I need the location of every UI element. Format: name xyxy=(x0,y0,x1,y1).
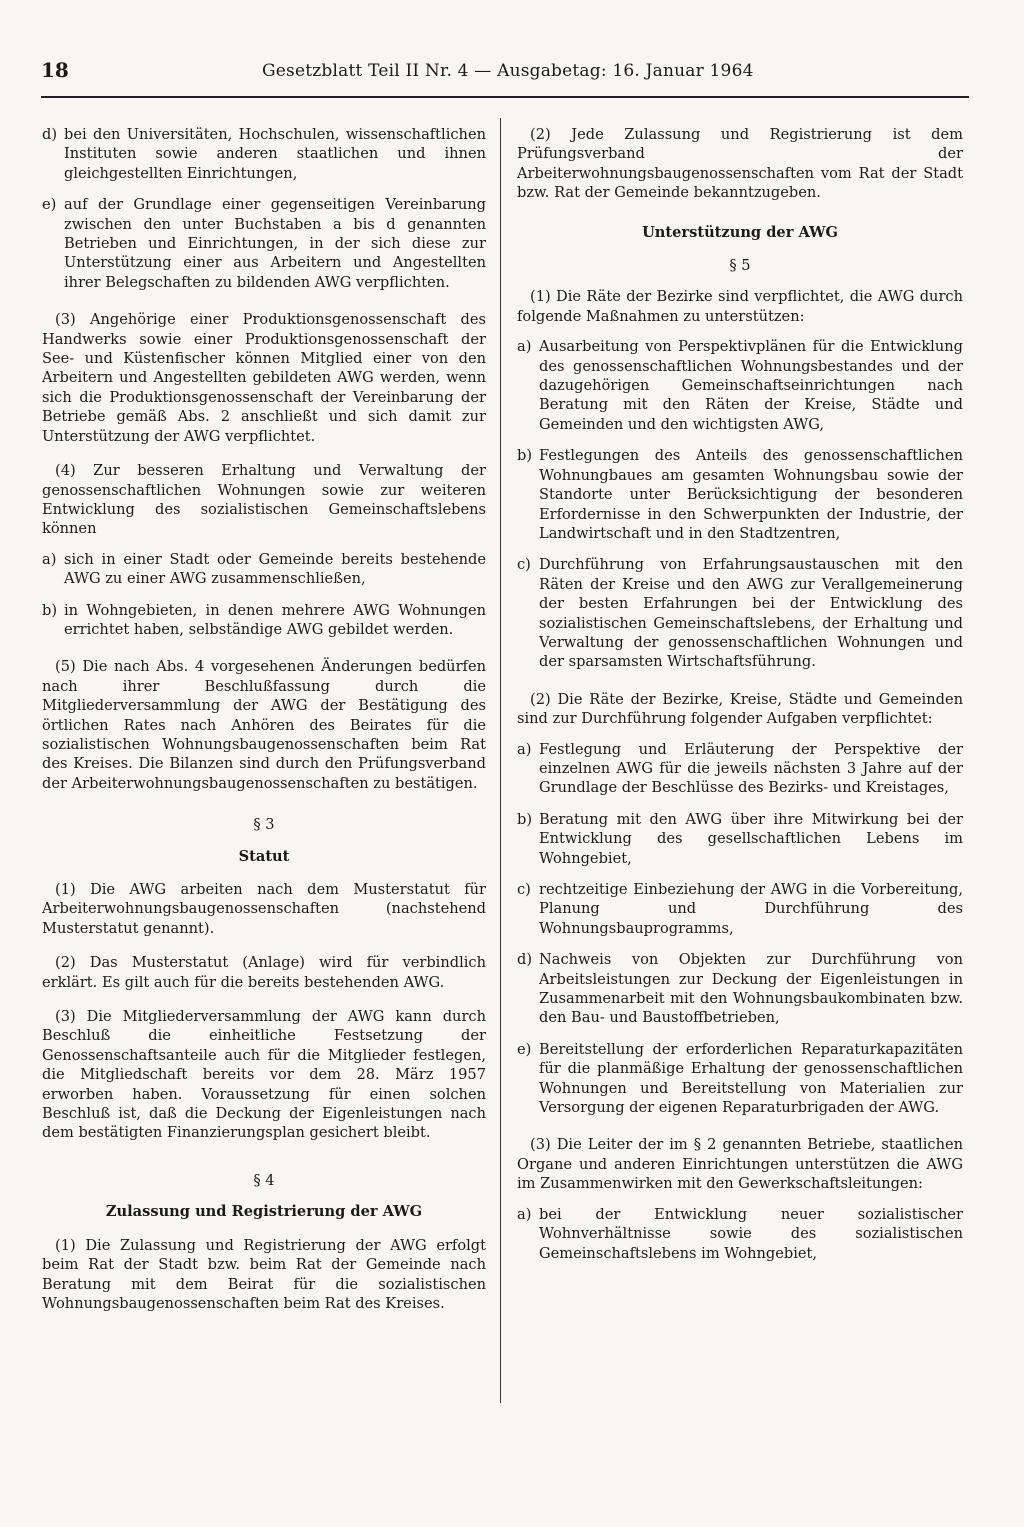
section-4-paragraph-2: (2) Jede Zulassung und Registrierung ist dem Prüfungsverband der Arbeiterwohnungsbaugenossenschaften vom Rat der Stadt bzw. Rat der Gemeinde bekanntzugeben. xyxy=(517,126,963,202)
section-sign-4: § 4 xyxy=(253,1171,275,1189)
item-label: d) xyxy=(42,126,58,143)
item-label: c) xyxy=(517,881,531,898)
item-text: Nachweis von Objekten zur Durchführung von Arbeitsleistungen zur Deckung der Eigenleistungen in Zusammenarbeit mit den Wohnungsbaukombinaten bzw. den Bau- und Baustoffbetrieben, xyxy=(539,951,963,1027)
item-label: b) xyxy=(517,810,533,828)
section-5-paragraph-1: (1) Die Räte der Bezirke sind verpflichtet, die AWG durch folgende Maßnahmen zu unterstützen: xyxy=(517,288,963,325)
item-label: a) xyxy=(517,740,532,758)
header-rule xyxy=(41,96,969,98)
list-item xyxy=(517,446,963,543)
paragraph-4: (4) Zur besseren Erhaltung und Verwaltung der genossenschaftlichen Wohnungen sowie zur weiteren Entwicklung des sozialistischen Gemeinschaftslebens können xyxy=(42,462,486,538)
item-label: b) xyxy=(42,601,58,619)
section-heading-unterstuetzung: Unterstützung der AWG xyxy=(642,223,838,241)
section-5-paragraph-3: (3) Die Leiter der im § 2 genannten Betriebe, staatlichen Organe und anderen Einrichtungen unterstützen die AWG im Zusammenwirken mit den Gewerkschaftsleitungen: xyxy=(517,1136,963,1193)
list-item xyxy=(42,601,486,640)
list-item xyxy=(42,195,486,292)
list-item xyxy=(42,125,486,183)
right-column xyxy=(517,125,963,1275)
item-text: Ausarbeitung von Perspektivplänen für die Entwicklung des genossenschaftlichen Wohnungsbestandes und der dazugehörigen Gemeinschaftseinrichtungen nach Beratung mit den Räten der Kreise, Städte und Gemeinden und den wichtigsten AWG, xyxy=(539,338,963,433)
list-item xyxy=(517,337,963,434)
list-item xyxy=(517,1205,963,1263)
item-text: bei der Entwicklung neuer sozialistischer Wohnverhältnisse sowie des sozialistischen Gemeinschaftslebens im Wohngebiet, xyxy=(539,1205,963,1262)
item-label: e) xyxy=(517,1040,532,1058)
item-text: Beratung mit den AWG über ihre Mitwirkung bei der Entwicklung des gesellschaftlichen Lebens im Wohngebiet, xyxy=(539,810,963,867)
item-text: in Wohngebieten, in denen mehrere AWG Wohnungen errichtet haben, selbständige AWG gebildet werden. xyxy=(64,601,486,638)
list-item xyxy=(517,950,963,1028)
list-item xyxy=(517,810,963,868)
item-label: c) xyxy=(517,556,531,574)
item-text: Bereitstellung der erforderlichen Reparaturkapazitäten für die planmäßige Erhaltung der genossenschaftlichen Wohnungen und Bereitstellung von Materialien zur Versorgung der eigenen Reparaturbrigaden der AWG. xyxy=(539,1040,963,1117)
list-item xyxy=(517,555,963,671)
list-item xyxy=(42,550,486,589)
left-column xyxy=(42,125,486,1328)
item-label: a) xyxy=(42,550,57,568)
item-text: auf der Grundlage einer gegenseitigen Vereinbarung zwischen den unter Buchstaben a bis d genannten Betrieben und Einrichtungen, in der sich diese zur Unterstützung einer aus Arbeitern und Angestellten ihrer Belegschaften zu bildenden AWG verpflichten. xyxy=(64,196,486,291)
item-text: bei den Universitäten, Hochschulen, wissenschaftlichen Instituten sowie anderen staatlichen und ihnen gleichgestellten Einrichtungen, xyxy=(64,126,486,182)
section-sign-5: § 5 xyxy=(729,257,751,275)
page-number: 18 xyxy=(41,58,69,82)
section-3-paragraph-3: (3) Die Mitgliederversammlung der AWG kann durch Beschluß die einheitliche Festsetzung der Genossenschaftsanteile auch für die Mitglieder festlegen, die Mitgliedschaft bereits vor dem 28. März 1957 erworben haben. Voraussetzung für einen solchen Beschluß ist, daß die Deckung der Eigenleistungen nach dem bestätigten Finanzierungsplan gesichert bleibt. xyxy=(42,1008,486,1142)
item-label: a) xyxy=(517,338,532,356)
item-text: rechtzeitige Einbeziehung der AWG in die Vorbereitung, Planung und Durchführung des Wohnungsbauprogramms, xyxy=(539,881,963,937)
running-header: Gesetzblatt Teil II Nr. 4 — Ausgabetag: 16. Januar 1964 xyxy=(262,61,754,81)
item-label: b) xyxy=(517,447,533,465)
column-divider xyxy=(500,118,501,1403)
paragraph-5: (5) Die nach Abs. 4 vorgesehenen Änderungen bedürfen nach ihrer Beschlußfassung durch die Mitgliederversammlung der AWG der Bestätigung des örtlichen Rates nach Anhören des Beirates für die sozialistischen Wohnungsbaugenossenschaften beim Rat des Kreises. Die Bilanzen sind durch den Prüfungsverband der Arbeiterwohnungsbaugenossenschaften zu bestätigen. xyxy=(42,658,486,792)
list-item xyxy=(517,880,963,938)
item-label: e) xyxy=(42,196,57,214)
section-3-paragraph-2: (2) Das Musterstatut (Anlage) wird für verbindlich erklärt. Es gilt auch für die bereits bestehenden AWG. xyxy=(42,954,486,991)
item-text: Durchführung von Erfahrungsaustauschen mit den Räten der Kreise und den AWG zur Verallgemeinerung der besten Erfahrungen bei der Entwicklung des sozialistischen Gemeinschaftslebens, der Erhaltung und Verwaltung der genossenschaftlichen Wohnungen und der sparsamsten Wirtschaftsführung. xyxy=(539,556,963,671)
item-text: sich in einer Stadt oder Gemeinde bereits bestehende AWG zu einer AWG zusammenschließen, xyxy=(64,550,486,588)
section-5-paragraph-2: (2) Die Räte der Bezirke, Kreise, Städte und Gemeinden sind zur Durchführung folgender Aufgaben verpflichtet: xyxy=(517,690,963,728)
item-text: Festlegung und Erläuterung der Perspektive der einzelnen AWG für die jeweils nächsten 3 Jahre auf der Grundlage der Beschlüsse des Bezirks- und Kreistages, xyxy=(539,740,963,797)
section-heading-zulassung: Zulassung und Registrierung der AWG xyxy=(105,1203,423,1221)
item-text: Festlegungen des Anteils des genossenschaftlichen Wohnungbaues am gesamten Wohnungsbau sowie der Standorte unter Berücksichtigung der besonderen Erfordernisse in den Schwerpunkten der Industrie, der Landwirtschaft und in den Stadtzentren, xyxy=(539,447,963,542)
list-item xyxy=(517,740,963,798)
section-4-paragraph-1: (1) Die Zulassung und Registrierung der AWG erfolgt beim Rat der Stadt bzw. beim Rat der Gemeinde nach Beratung mit dem Beirat für die sozialistischen Wohnungsbaugenossenschaften beim Rat des Kreises. xyxy=(42,1236,486,1312)
section-heading-statut: Statut xyxy=(238,847,290,865)
paragraph-3: (3) Angehörige einer Produktionsgenossenschaft des Handwerks sowie einer Produktionsgenossenschaft der See- und Küstenfischer können Mitglied einer von den Arbeitern und Angestellten gebildeten AWG werden, wenn sich die Produktionsgenossenschaft der Vereinbarung der Betriebe gemäß Abs. 2 anschließt und sich damit zur Unterstützung der AWG verpflichtet. xyxy=(42,311,486,445)
list-item xyxy=(517,1040,963,1118)
section-sign-3: § 3 xyxy=(253,816,275,834)
section-3-paragraph-1: (1) Die AWG arbeiten nach dem Musterstatut für Arbeiterwohnungsbaugenossenschaften (nachstehend Musterstatut genannt). xyxy=(42,881,486,937)
item-label: a) xyxy=(517,1205,532,1223)
item-label: d) xyxy=(517,951,533,969)
